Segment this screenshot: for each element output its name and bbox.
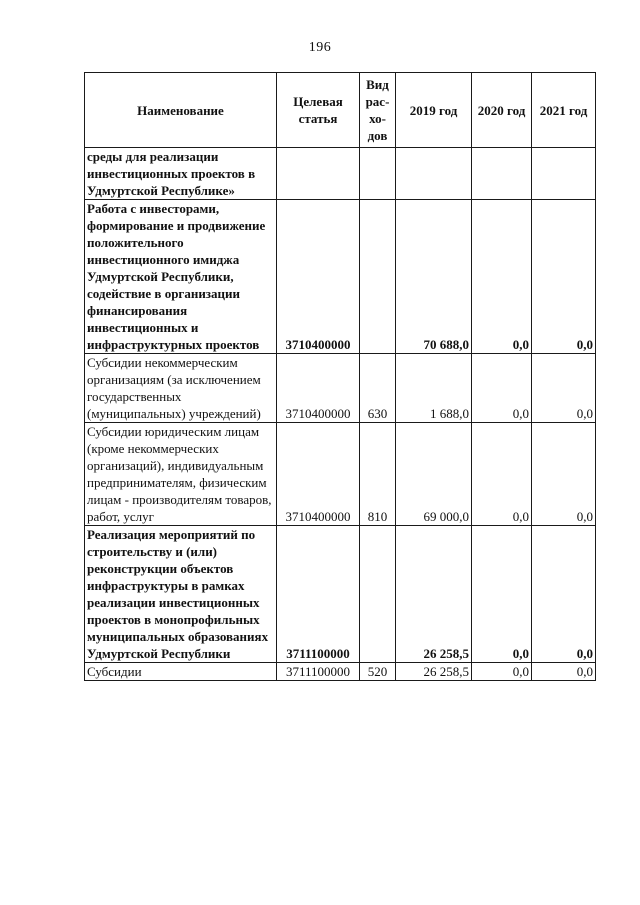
row-2021: 0,0 bbox=[532, 354, 596, 423]
row-target-article: 3711100000 bbox=[277, 663, 360, 681]
row-2020: 0,0 bbox=[472, 423, 532, 526]
table-row bbox=[85, 354, 596, 423]
row-2019: 26 258,5 bbox=[396, 663, 472, 681]
budget-table bbox=[84, 72, 596, 681]
row-name: Реализация мероприятий по строительству и (или) реконструкции объектов инфраструктуры в рамках реализации инвестиционных проектов в монопрофильных муниципальных образованиях Удмуртской Республики bbox=[85, 526, 277, 663]
header-2021: 2021 год bbox=[532, 73, 596, 148]
row-name: Субсидии bbox=[85, 663, 277, 681]
row-2020 bbox=[472, 148, 532, 200]
row-name: Субсидии некоммерческим организациям (за исключением государственных (муниципальных) учреждений) bbox=[85, 354, 277, 423]
row-expense-type: 630 bbox=[360, 354, 396, 423]
row-target-article: 3710400000 bbox=[277, 354, 360, 423]
row-2019 bbox=[396, 148, 472, 200]
table-row bbox=[85, 663, 596, 681]
row-2020: 0,0 bbox=[472, 200, 532, 354]
row-2021: 0,0 bbox=[532, 663, 596, 681]
row-expense-type bbox=[360, 200, 396, 354]
header-expense-type: Вид рас-хо-дов bbox=[360, 73, 396, 148]
row-2020: 0,0 bbox=[472, 663, 532, 681]
row-2019: 69 000,0 bbox=[396, 423, 472, 526]
row-name: Субсидии юридическим лицам (кроме некоммерческих организаций), индивидуальным предпринимателям, физическим лицам - производителям товаров, работ, услуг bbox=[85, 423, 277, 526]
table-row bbox=[85, 423, 596, 526]
table-row bbox=[85, 526, 596, 663]
row-2020: 0,0 bbox=[472, 354, 532, 423]
row-2019: 70 688,0 bbox=[396, 200, 472, 354]
row-2019: 1 688,0 bbox=[396, 354, 472, 423]
row-2020: 0,0 bbox=[472, 526, 532, 663]
row-target-article bbox=[277, 148, 360, 200]
row-target-article: 3710400000 bbox=[277, 200, 360, 354]
row-2021: 0,0 bbox=[532, 200, 596, 354]
row-expense-type bbox=[360, 148, 396, 200]
row-name: среды для реализации инвестиционных проектов в Удмуртской Республике» bbox=[85, 148, 277, 200]
row-2021: 0,0 bbox=[532, 526, 596, 663]
header-name: Наименование bbox=[85, 73, 277, 148]
row-target-article: 3710400000 bbox=[277, 423, 360, 526]
header-2020: 2020 год bbox=[472, 73, 532, 148]
row-2021 bbox=[532, 148, 596, 200]
table-header-row bbox=[85, 73, 596, 148]
table-row bbox=[85, 200, 596, 354]
row-2019: 26 258,5 bbox=[396, 526, 472, 663]
row-2021: 0,0 bbox=[532, 423, 596, 526]
row-expense-type bbox=[360, 526, 396, 663]
table-row bbox=[85, 148, 596, 200]
header-2019: 2019 год bbox=[396, 73, 472, 148]
row-name: Работа с инвесторами, формирование и продвижение положительного инвестиционного имиджа Удмуртской Республики, содействие в организации финансирования инвестиционных и инфраструктурных проектов bbox=[85, 200, 277, 354]
header-target-article: Целевая статья bbox=[277, 73, 360, 148]
row-expense-type: 810 bbox=[360, 423, 396, 526]
row-target-article: 3711100000 bbox=[277, 526, 360, 663]
row-expense-type: 520 bbox=[360, 663, 396, 681]
page-number: 196 bbox=[308, 40, 332, 55]
